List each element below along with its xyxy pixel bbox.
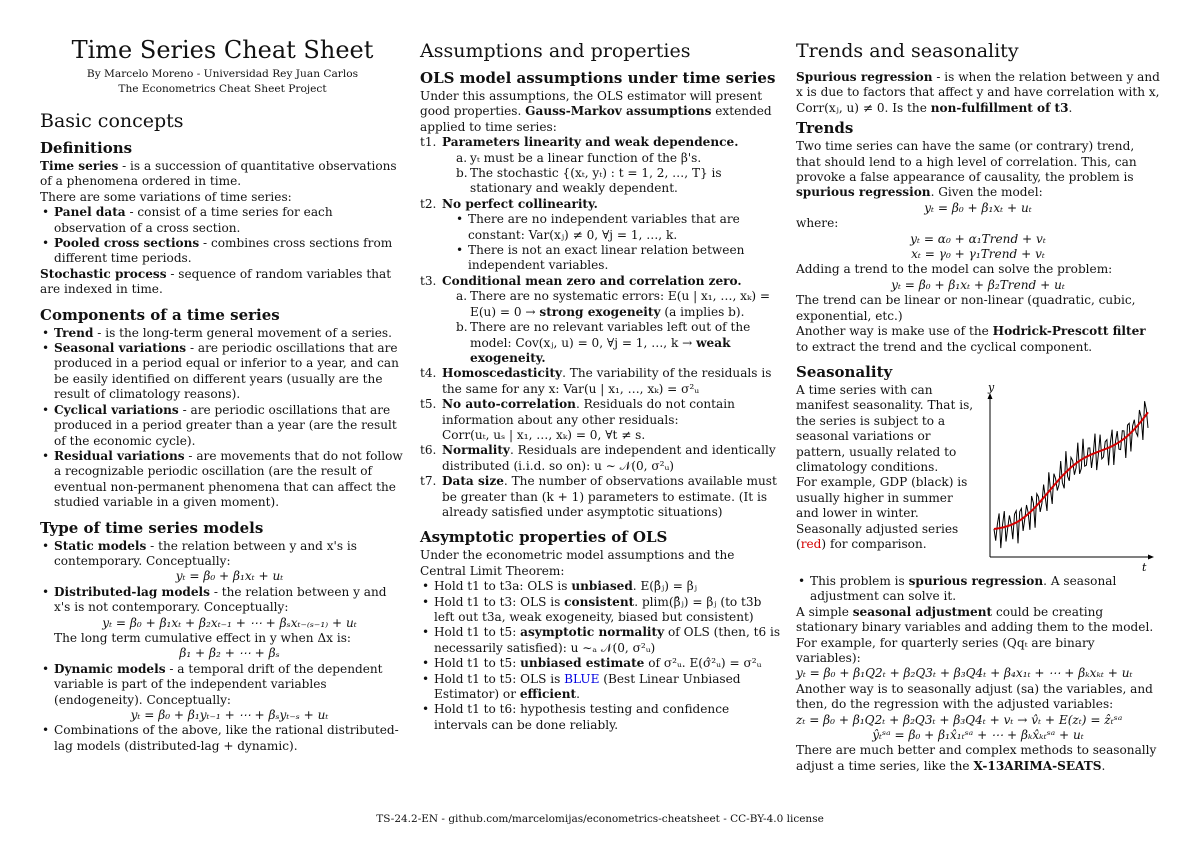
def-time-series: Time series - is a succession of quantitative observations of a phenomena ordered in time. [40,159,397,189]
list-item: • Cyclical variations - are periodic oscillations that are produced in a period greater than a year (are the result of the economic cycle). [54,403,405,449]
assumption-t1: t1. Parameters linearity and weak dependence. a. yₜ must be a linear function of the β's. b. The stochastic {(xₜ, yₜ) : t = 1, 2, …, T} is stationary and weakly dependent. [442,135,783,197]
project-line: The Econometrics Cheat Sheet Project [118,82,327,95]
section-trends-seasonality: Trends and seasonality [796,40,1019,62]
ols-intro: Under this assumptions, the OLS estimator will present good properties. Gauss-Markov assumptions extended applied to time series: [420,89,772,134]
assumption-t6: t6. Normality. Residuals are independent and identically distributed (i.i.d. so on): u ∼ 𝒩(0, σ²ᵤ) [420,443,776,473]
equation: yₜ = α₀ + α₁Trend + vₜ [910,231,1046,246]
equation: β₁ + β₂ + ⋯ + βₛ [179,646,280,661]
equation: Corr(uₜ, uₛ | x₁, …, xₖ) = 0, ∀t ≠ s. [442,427,646,442]
assumption-t5: t5. No auto-correlation. Residuals do not contain information about any other residuals: Corr(uₜ, uₛ | x₁, …, xₖ) = 0, ∀t ≠ s. [442,397,783,443]
footer: TS-24.2-EN - github.com/marcelomijas/econometrics-cheatsheet - CC-BY-4.0 license [376,813,824,825]
assumption-t3: t3. Conditional mean zero and correlation zero. a. There are no systematic errors: E(u | x₁, …, xₖ) = E(u) = 0 → strong exogeneity (a implies b). b. There are no relevant variables left out of the model: Cov(xⱼ, u) = 0, ∀j = 1, …, k → weak exogeneity. [442,274,783,366]
dist-long-text: The long term cumulative effect in y when Δx is: [54,630,351,645]
list-item: • Distributed-lag models - the relation between y and x's is not contemporary. Conceptually: yₜ = β₀ + β₁xₜ + β₂xₜ₋₁ + ⋯ + βₛxₜ₋₍ₛ₋₁₎ + uₜ The long term cumulative effect in y when Δx is: β₁ + β₂ + ⋯ + βₛ [54,585,405,662]
x-axis-arrow [1148,554,1154,559]
asym-list [420,579,783,733]
heading-ols-assumptions: OLS model assumptions under time series [420,69,776,87]
section-basic-concepts: Basic concepts [40,110,184,132]
list-item: • Hold t1 to t6: hypothesis testing and confidence intervals can be done reliably. [434,702,783,733]
list-item: • There is not an exact linear relation between independent variables. [468,243,783,274]
equation: yₜ = β₀ + β₁Q2ₜ + β₂Q3ₜ + β₃Q4ₜ + β₄x₁ₜ + ⋯ + βₖxₖₜ + uₜ [796,666,1133,681]
trends-p1: Two time series can have the same (or contrary) trend, that should lend to a high level of correlation. This, can provoke a false appearance of causality, the problem is spurious regression. Given the model: [796,139,1137,200]
models-list [40,539,405,755]
list-item: • Seasonal variations - are periodic oscillations that are produced in a period equal or inferior to a year, and can be easily identified on different years (usually are the result of climatology reasons). [54,341,405,403]
assumption-t4: t4. Homoscedasticity. The variability of the residuals is the same for any x: Var(u | x₁, …, xₖ) = σ²ᵤ [420,366,772,396]
season-end: There are much better and complex methods to seasonally adjust a time series, like the X-13ARIMA-SEATS. [796,743,1157,773]
blue-link[interactable]: BLUE [564,671,600,686]
list-item: • Hold t1 to t3: OLS is consistent. plim(β̂ⱼ) = βⱼ (to t3b left out t3a, weak exogeneity, biased but consistent) [434,595,783,626]
trends-add: Adding a trend to the model can solve the problem: [796,262,1113,277]
assumption-t2: t2. No perfect collinearity. • There are no independent variables that are constant: Var(xⱼ) ≠ 0, ∀j = 1, …, k. • There is not an exact linear relation between independent variables. [442,197,783,274]
axis-y-label: y [988,380,995,394]
equation: yₜ = β₀ + β₁xₜ + uₜ [175,569,284,584]
column-2 [420,36,783,733]
list-item: b. The stochastic {(xₜ, yₜ) : t = 1, 2, …, T} is stationary and weakly dependent. [456,166,722,196]
list-item: • Hold t1 to t5: asymptotic normality of OLS (then, t6 is necessarily satisfied): u ∼ₐ 𝒩(0, σ²ᵤ) [434,625,783,656]
season-sa: Another way is to seasonally adjust (sa) the variables, and then, do the regression with the adjusted variables: [796,681,1153,712]
list-item: • Pooled cross sections - combines cross sections from different time periods. [54,236,405,267]
assumptions-list [420,135,783,520]
assumption-t7: t7. Data size. The number of observations available must be greater than (k + 1) parameters to estimate. (It is already satisfied under asymptotic situations) [420,474,777,519]
list-item: • Panel data - consist of a time series for each observation of a cross section. [54,205,405,236]
list-item: • There are no independent variables that are constant: Var(xⱼ) ≠ 0, ∀j = 1, …, k. [468,212,783,243]
trends-linear: The trend can be linear or non-linear (quadratic, cubic, exponential, etc.) [796,293,1136,323]
season-adjust: A simple seasonal adjustment could be creating stationary binary variables and adding them to the model. For example, for quarterly series (Qqₜ are binary variables): [796,604,1154,665]
season-p2: For example, GDP (black) is usually higher in summer and lower in winter. Seasonally adjusted series (red) for comparison. [796,475,968,551]
author-line: By Marcelo Moreno - Universidad Rey Juan Carlos [86,68,359,80]
list-item: • Static models - the relation between y and x's is contemporary. Conceptually: yₜ = β₀ + β₁xₜ + uₜ [54,539,405,585]
column-3 [796,36,1160,774]
heading-definitions: Definitions [40,139,133,157]
equation: yₜ = β₀ + β₁xₜ + β₂xₜ₋₁ + ⋯ + βₛxₜ₋₍ₛ₋₁₎ + uₜ [102,615,357,630]
list-item: a. yₜ must be a linear function of the β's. [456,150,702,165]
seasonality-text [796,383,974,574]
seasonality-chart [980,379,1160,574]
list-item: • Trend - is the long-term general movement of a series. [54,326,405,341]
list-item: • Hold t1 to t3a: OLS is unbiased. E(β̂ⱼ) = βⱼ [434,579,783,594]
heading-seasonality: Seasonality [796,362,893,381]
heading-asymptotic: Asymptotic properties of OLS [420,528,668,547]
gdp-series-line [994,401,1148,548]
list-item: • Residual variations - are movements that do not follow a recognizable periodic oscillation (are the result of eventual non-permanent phenomena that can affect the studied variable in a given moment). [54,449,405,511]
heading-trends: Trends [796,119,854,138]
list-item: • Combinations of the above, like the rational distributed-lag models (distributed-lag + dynamic). [54,723,405,754]
equation: zₜ = β₀ + β₁Q2ₜ + β₂Q3ₜ + β₃Q4ₜ + vₜ → v̂ₜ + E(zₜ) = ẑₜˢᵃ [796,712,1123,727]
season-bullets [796,574,1160,605]
heading-components: Components of a time series [40,305,280,324]
list-item: a. There are no systematic errors: E(u | x₁, …, xₖ) = E(u) = 0 → strong exogeneity (a implies b). [456,289,771,319]
seasonally-adjusted-line [994,412,1148,529]
section-assumptions: Assumptions and properties [420,40,691,62]
equation: ŷₜˢᵃ = β₀ + β₁x̂₁ₜˢᵃ + ⋯ + βₖx̂ₖₜˢᵃ + uₜ [872,727,1084,742]
equation: xₜ = γ₀ + γ₁Trend + vₜ [911,247,1045,262]
seasonality-block [796,380,1160,574]
def-stochastic: Stochastic process - sequence of random variables that are indexed in time. [40,266,392,297]
spurious-def: Spurious regression - is when the relation between y and x is due to factors that affect y and have correlation with x, Corr(xⱼ, u) ≠ 0. Is the non-fulfillment of t3. [796,70,1160,115]
heading-model-types: Type of time series models [40,518,264,537]
asym-intro: Under the econometric model assumptions and the Central Limit Theorem: [420,548,735,578]
equation: yₜ = β₀ + β₁xₜ + uₜ [924,200,1032,215]
equation: yₜ = β₀ + β₁yₜ₋₁ + ⋯ + βₛyₜ₋ₛ + uₜ [130,708,329,722]
list-item: • This problem is spurious regression. A seasonal adjustment can solve it. [810,574,1160,605]
page-title: Time Series Cheat Sheet [71,36,374,64]
list-item: • Hold t1 to t5: unbiased estimate of σ²ᵤ. E(σ̂²ᵤ) = σ²ᵤ [434,656,783,671]
season-p1: A time series with can manifest seasonality. That is, the series is subject to a seasonal variations or pattern, usually related to climatology conditions. [796,382,974,474]
list-item: • Hold t1 to t5: OLS is BLUE (Best Linear Unbiased Estimator) or efficient. [434,672,783,703]
list-item: • Dynamic models - a temporal drift of the dependent variable is part of the independent variables (endogeneity). Conceptually: yₜ = β₀ + β₁yₜ₋₁ + ⋯ + βₛyₜ₋ₛ + uₜ [54,662,405,724]
def-variations-intro: There are some variations of time series: [40,189,292,204]
def-variations-list [40,205,405,267]
where-label: where: [796,216,839,231]
components-list [40,326,405,511]
column-1 [40,36,405,754]
equation: yₜ = β₀ + β₁xₜ + β₂Trend + uₜ [891,277,1065,292]
axis-t-label: t [1142,560,1147,574]
trends-hp: Another way is make use of the Hodrick-Prescott filter to extract the trend and the cyclical component. [796,324,1146,354]
list-item: b. There are no relevant variables left out of the model: Cov(xⱼ, u) = 0, ∀j = 1, …, k → weak exogeneity. [456,320,751,365]
